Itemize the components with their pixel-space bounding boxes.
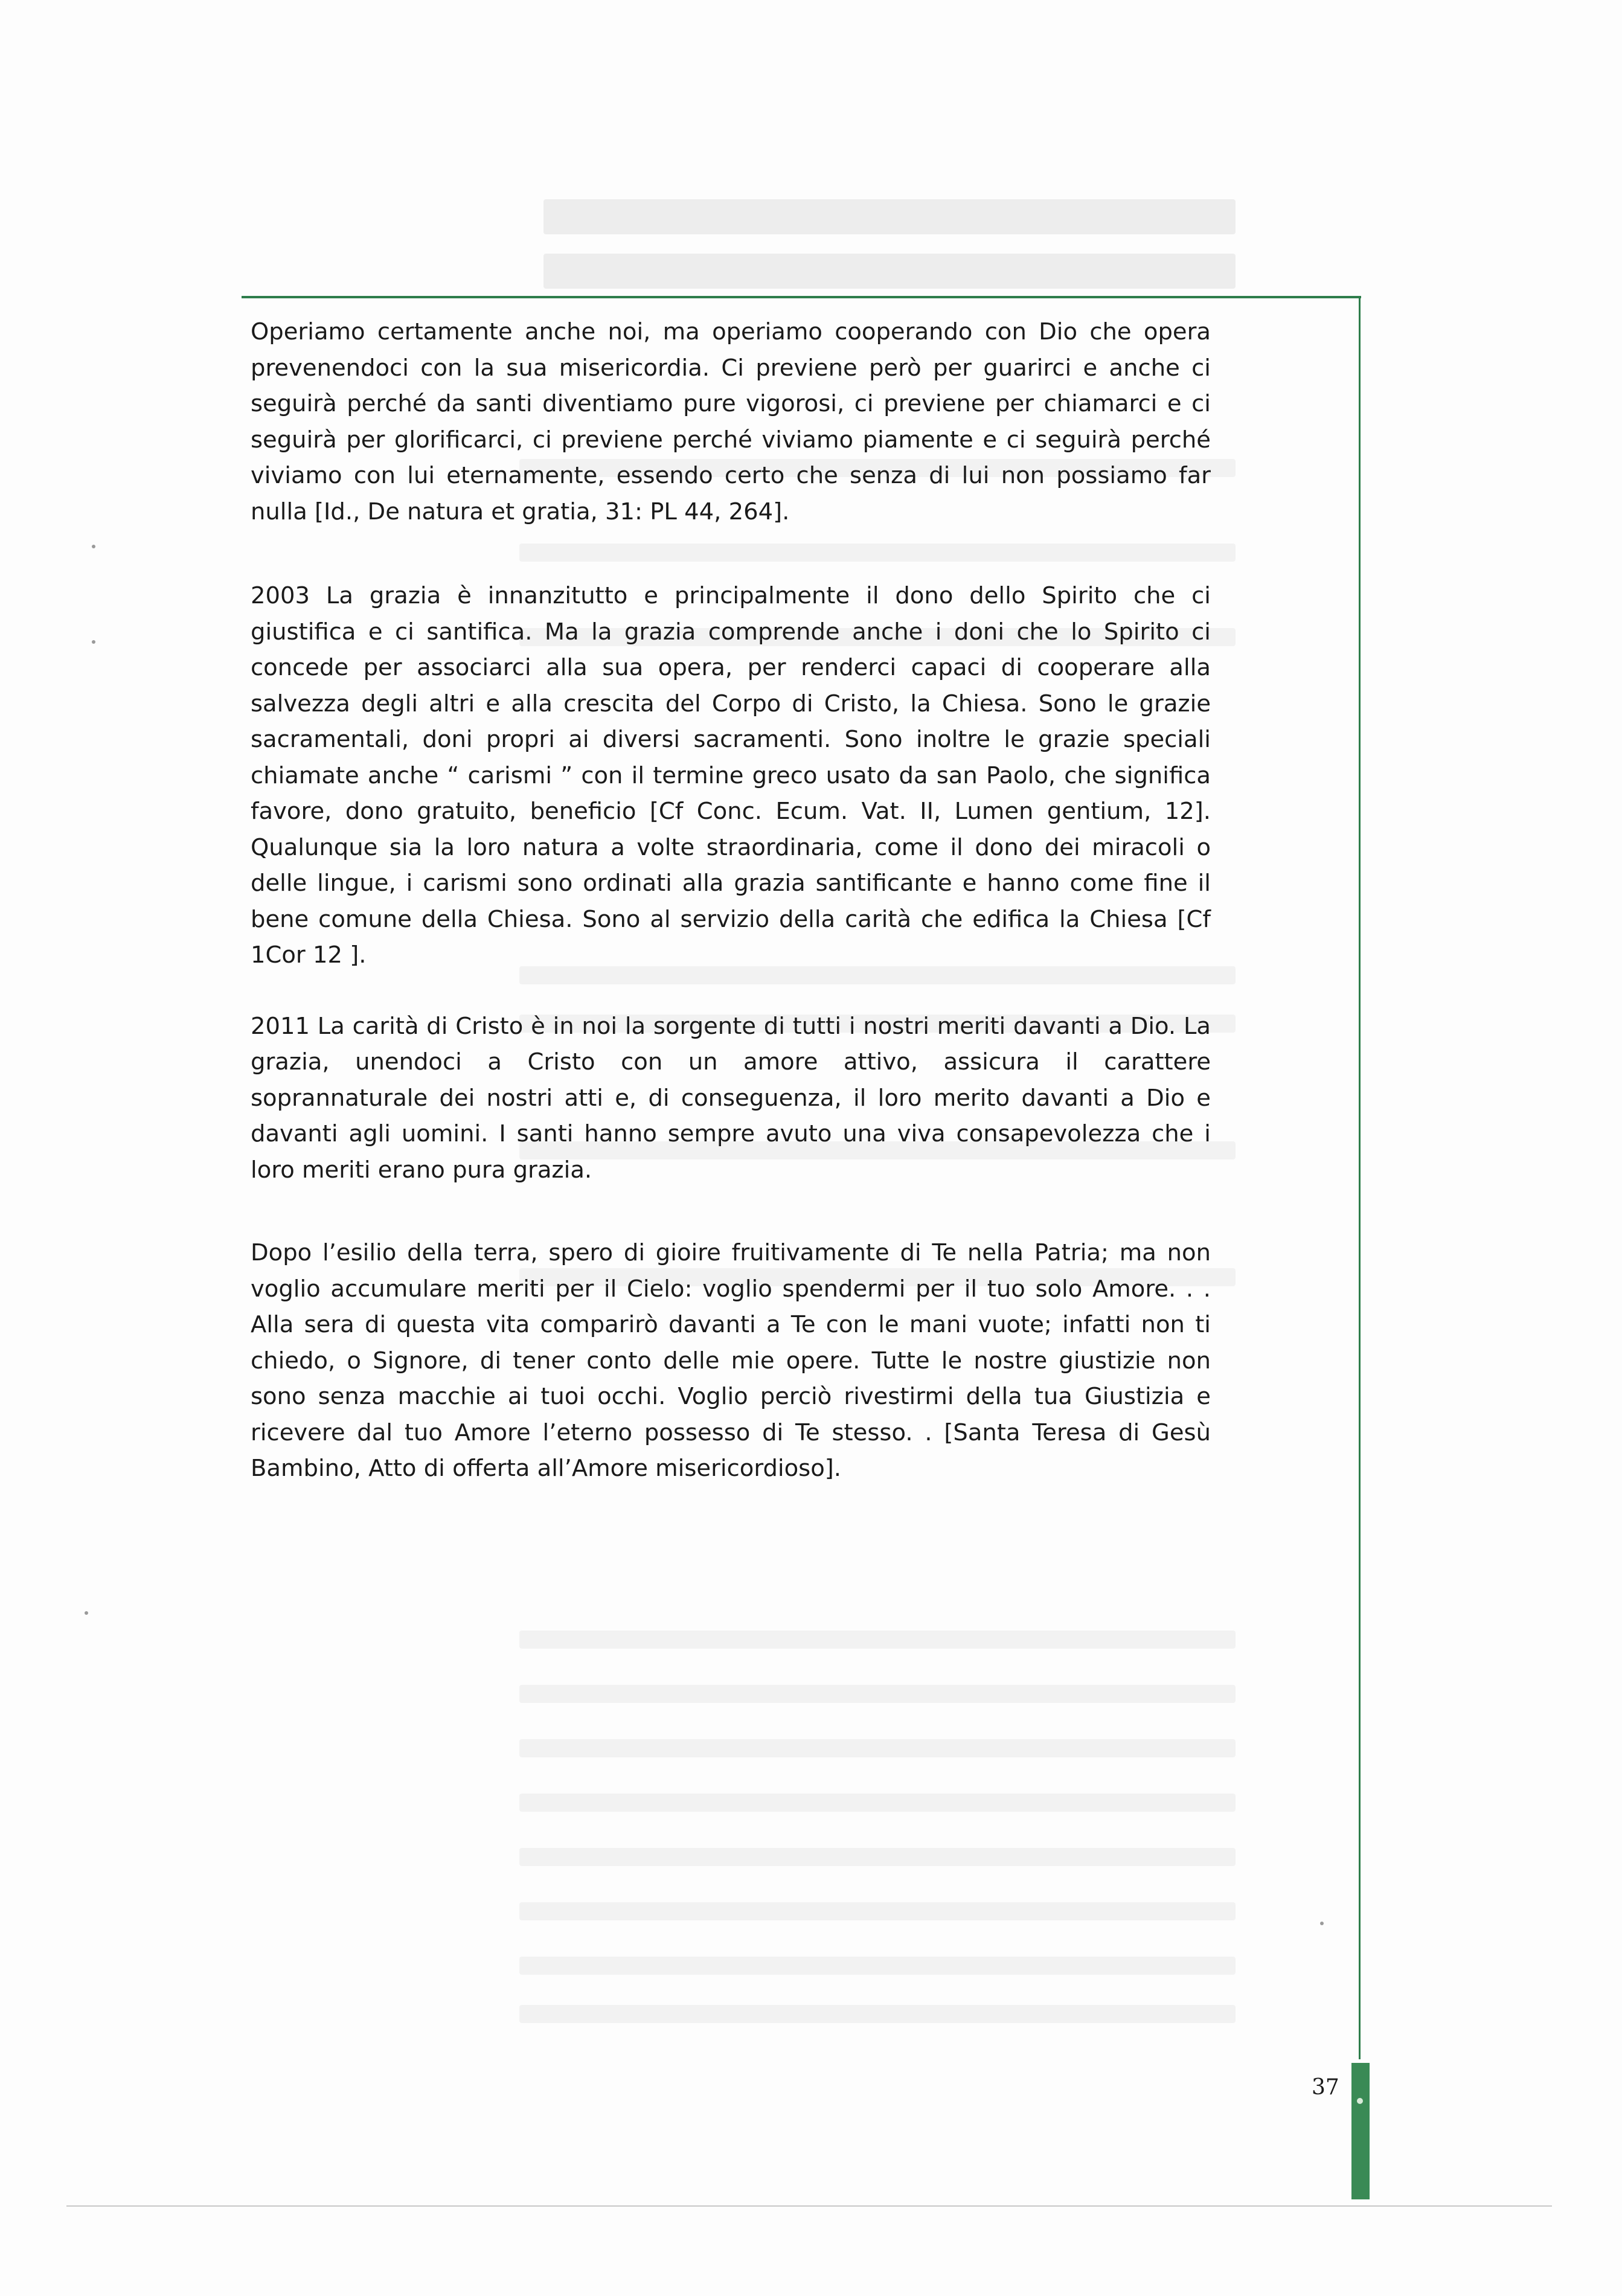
bottom-edge-line: [66, 2205, 1552, 2207]
scan-speck: [92, 545, 95, 548]
bleed-through-line: [519, 2005, 1236, 2023]
paragraph-teresa-quote: Dopo l’esilio della terra, spero di gioire fruitivamente di Te nella Patria; ma non voglio accumulare meriti per il Cielo: voglio spendermi per il tuo solo Amore. . . Alla sera di questa vita comparirò davanti a Te con le mani vuote; infatti non ti chiedo, o Signore, di tener conto delle mie opere. Tutte le nostre giustizie non sono senza macchie ai tuoi occhi. Voglio perciò rivestirmi della tua Giustizia e ricevere dal tuo Amore l’eterno possesso di Te stesso. . [Santa Teresa di Gesù Bambino, Atto di offerta all’Amore misericordioso].: [251, 1239, 1211, 1482]
bleed-through-heading: [543, 254, 1236, 289]
bleed-through-line: [519, 1739, 1236, 1757]
bleed-through-heading: [543, 199, 1236, 234]
text-block: [251, 314, 1211, 1487]
bleed-through-line: [519, 1631, 1236, 1649]
paragraph-2011: 2011 La carità di Cristo è in noi la sorgente di tutti i nostri meriti davanti a Dio. La grazia, unendoci a Cristo con un amore attivo, assicura il carattere soprannaturale dei nostri atti e, di conseguenza, il loro merito davanti a Dio e davanti agli uomini. I santi hanno sempre avuto una viva consapevolezza che i loro meriti erano pura grazia.: [251, 1012, 1211, 1184]
bleed-through-line: [519, 1848, 1236, 1866]
bleed-through-line: [519, 1902, 1236, 1920]
page-number: 37: [1312, 2075, 1339, 2100]
green-frame-right-rule: [1359, 296, 1361, 2059]
scan-speck: [92, 640, 95, 644]
paragraph-2003: 2003 La grazia è innanzitutto e principalmente il dono dello Spirito che ci giustifica e ci santifica. Ma la grazia comprende anche i doni che lo Spirito ci concede per associarci alla sua opera, per renderci capaci di cooperare alla salvezza degli altri e alla crescita del Corpo di Cristo, la Chiesa. Sono le grazie sacramentali, doni propri ai diversi sacramenti. Sono inoltre le grazie speciali chiamate anche “ carismi ” con il termine greco usato da san Paolo, che significa favore, dono gratuito, beneficio [Cf Conc. Ecum. Vat. II, Lumen gentium, 12]. Qualunque sia la loro natura a volte straordinaria, come il dono dei miracoli o delle lingue, i carismi sono ordinati alla grazia santificante e hanno come fine il bene comune della Chiesa. Sono al servizio della carità che edifica la Chiesa [Cf 1Cor 12 ].: [251, 582, 1211, 969]
paragraph-augustine-quote: Operiamo certamente anche noi, ma operiamo cooperando con Dio che opera prevenendoci con la sua misericordia. Ci previene però per guarirci e anche ci seguirà perché da santi diventiamo pure vigorosi, ci previene per chiamarci e ci seguirà per glorificarci, ci previene perché viviamo piamente e ci seguirà perché viviamo con lui eternamente, essendo certo che senza di lui non possiamo far nulla [Id., De natura et gratia, 31: PL 44, 264].: [251, 318, 1211, 525]
scan-speck: [1320, 1922, 1324, 1925]
bleed-through-line: [519, 1957, 1236, 1975]
bleed-through-line: [519, 1794, 1236, 1812]
bleed-through-line: [519, 1685, 1236, 1703]
tab-dot-icon: [1357, 2098, 1363, 2104]
green-frame-top-rule: [242, 296, 1361, 298]
green-edge-tab: [1351, 2063, 1370, 2199]
scan-speck: [85, 1611, 88, 1615]
